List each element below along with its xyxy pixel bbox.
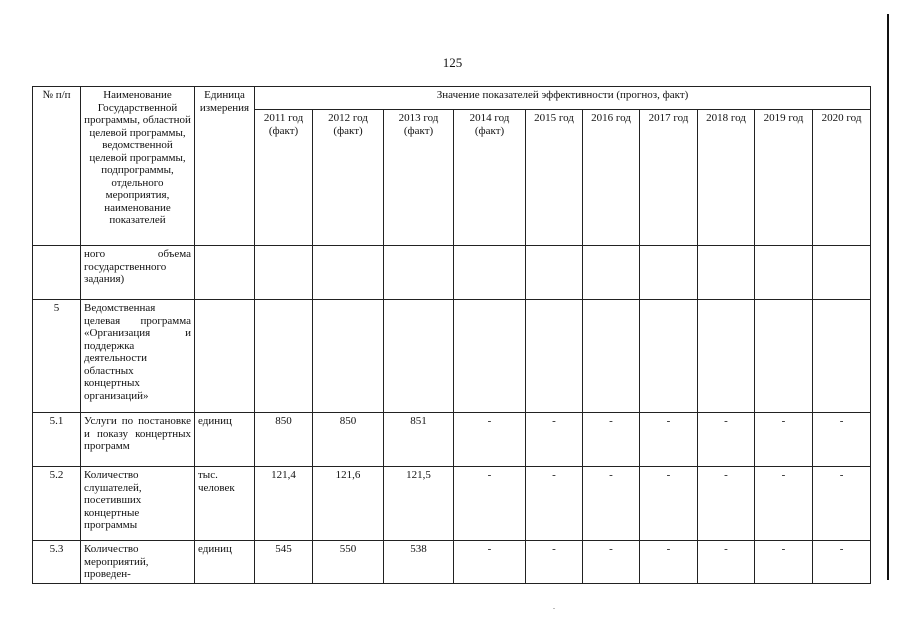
header-year: 2012 год (факт) [313,110,384,246]
row-number: 5 [33,300,81,413]
value-cell: - [526,467,583,541]
indicator-name: ного объема государственного задания) [81,246,195,300]
value-cell: - [526,541,583,584]
value-cell [313,300,384,413]
table-row [33,467,871,541]
value-cell: 850 [313,413,384,467]
header-year: 2011 год (факт) [255,110,313,246]
header-year: 2019 год [755,110,813,246]
row-number: 5.3 [33,541,81,584]
value-cell: - [454,467,526,541]
indicator-name: Количество слушателей, посетивших концертные программы [81,467,195,541]
header-unit: Единица измерения [195,87,255,246]
table-row [33,541,871,584]
value-cell: - [813,541,871,584]
header-year: 2016 год [583,110,640,246]
value-cell [813,300,871,413]
value-cell: - [755,413,813,467]
unit-cell: тыс. человек [195,467,255,541]
header-num: № п/п [33,87,81,246]
margin-rule [887,14,889,580]
value-cell [255,300,313,413]
value-cell: - [583,541,640,584]
indicator-name: Услуги по постановке и показу концертных программ [81,413,195,467]
value-cell: 538 [384,541,454,584]
value-cell: - [813,467,871,541]
value-cell: - [698,413,755,467]
header-row [33,87,871,110]
value-cell: - [698,541,755,584]
value-cell: - [755,467,813,541]
value-cell: 850 [255,413,313,467]
unit-cell: единиц [195,541,255,584]
scan-speck [553,608,555,609]
value-cell: 545 [255,541,313,584]
value-cell: - [526,413,583,467]
value-cell [384,246,454,300]
header-year: 2014 год (факт) [454,110,526,246]
value-cell [454,246,526,300]
value-cell: - [640,467,698,541]
header-year: 2017 год [640,110,698,246]
value-cell [255,246,313,300]
value-cell [813,246,871,300]
value-cell [755,246,813,300]
value-cell: - [698,467,755,541]
value-cell: 121,6 [313,467,384,541]
header-name: Наименование Государственной программы, областной целевой программы, ведомственной целевой программы, подпрограммы, отдельного мероприятия, наименование показателей [81,87,195,246]
header-indicator-values: Значение показателей эффективности (прогноз, факт) [255,87,871,110]
value-cell: - [454,541,526,584]
unit-cell: единиц [195,413,255,467]
unit-cell [195,246,255,300]
value-cell: - [813,413,871,467]
value-cell [454,300,526,413]
row-number: 5.2 [33,467,81,541]
header-year: 2018 год [698,110,755,246]
value-cell [526,246,583,300]
value-cell [384,300,454,413]
unit-cell [195,300,255,413]
value-cell [698,300,755,413]
value-cell: 851 [384,413,454,467]
page-number: 125 [442,55,463,70]
value-cell: 121,5 [384,467,454,541]
value-cell [526,300,583,413]
value-cell [755,300,813,413]
header-year: 2013 год (факт) [384,110,454,246]
value-cell: - [583,467,640,541]
value-cell: 121,4 [255,467,313,541]
row-number: 5.1 [33,413,81,467]
table-row [33,246,871,300]
value-cell: - [583,413,640,467]
value-cell [640,246,698,300]
row-number [33,246,81,300]
header-year: 2015 год [526,110,583,246]
value-cell [583,246,640,300]
value-cell: 550 [313,541,384,584]
value-cell [583,300,640,413]
header-year: 2020 год [813,110,871,246]
value-cell: - [640,541,698,584]
indicator-name: Ведомственная целевая программа «Организация и поддержка деятельности областных концертных организаций» [81,300,195,413]
indicators-table [32,86,871,584]
table-row [33,413,871,467]
value-cell: - [755,541,813,584]
value-cell [313,246,384,300]
value-cell [698,246,755,300]
value-cell [640,300,698,413]
value-cell: - [454,413,526,467]
indicator-name: Количество мероприятий, проведен- [81,541,195,584]
table-row [33,300,871,413]
value-cell: - [640,413,698,467]
